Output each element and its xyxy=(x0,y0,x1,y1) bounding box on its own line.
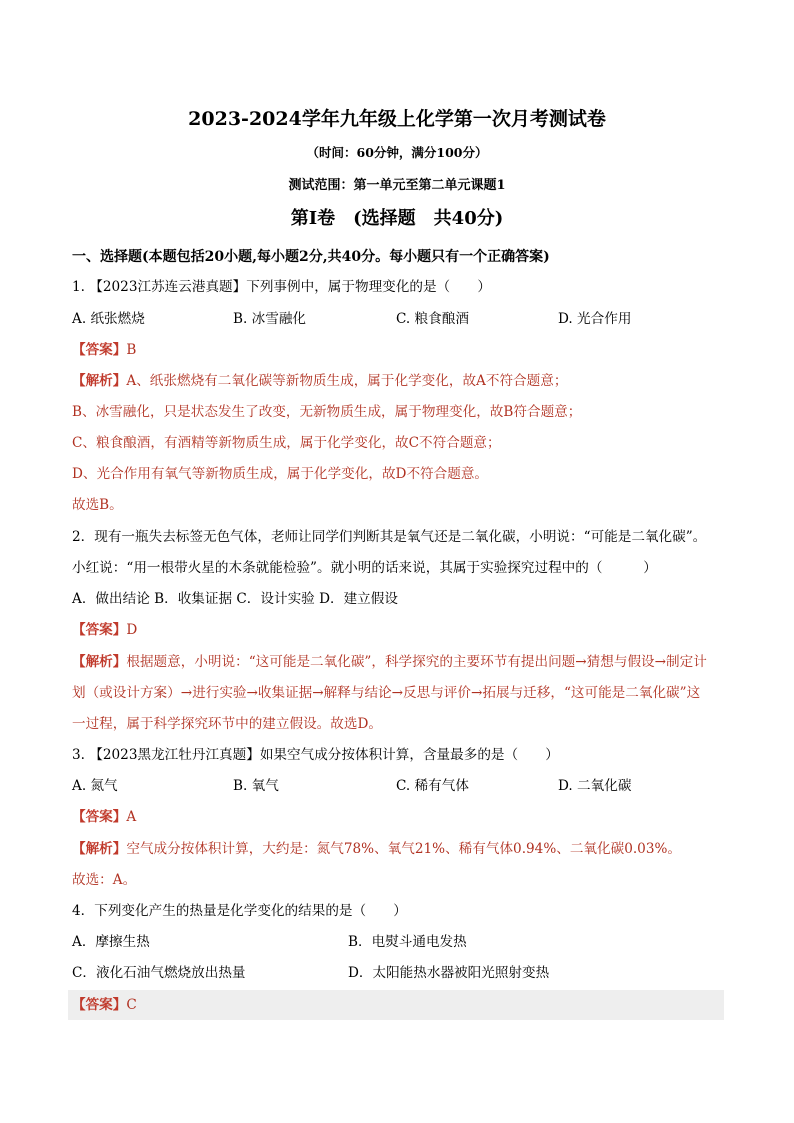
q2-stem-2: 小红说：“用一根带火星的木条就能检验”。就小明的话来说，其属于实验探究过程中的（ ） xyxy=(72,560,657,576)
q3-analysis-2: 故选：A。 xyxy=(72,872,137,888)
analysis-label: 【解析】 xyxy=(72,654,127,670)
test-scope: 测试范围：第一单元至第二单元课题1 xyxy=(288,178,506,193)
q3-option-b: B. 氧气 xyxy=(233,778,279,794)
q2-answer xyxy=(72,620,137,640)
q2-analysis-1 xyxy=(72,652,707,672)
q4-option-b: B．电熨斗通电发热 xyxy=(348,934,467,950)
answer-label: 【答案】 xyxy=(72,809,127,825)
q3-option-a: A. 氮气 xyxy=(72,778,118,794)
q1-analysis-1 xyxy=(72,371,567,391)
q1-option-c: C. 粮食酿酒 xyxy=(396,311,469,327)
q4-answer xyxy=(72,995,137,1015)
q2-stem-1: 2．现有一瓶失去标签无色气体，老师让同学们判断其是氧气还是二氧化碳，小明说：“可能是二氧化碳”。 xyxy=(72,529,707,545)
answer-label: 【答案】 xyxy=(72,342,127,358)
q3-option-d: D. 二氧化碳 xyxy=(558,778,632,794)
q1-answer-value: B xyxy=(126,342,137,358)
q4-answer-value: C xyxy=(126,997,137,1013)
q3-answer xyxy=(72,807,136,827)
q3-answer-value: A xyxy=(126,809,137,825)
q1-option-a: A. 纸张燃烧 xyxy=(72,311,145,327)
time-note: （时间：60分钟，满分100分） xyxy=(306,145,488,160)
q1-option-b: B. 冰雪融化 xyxy=(233,311,307,327)
q1-analysis-3: C、粮食酿酒，有酒精等新物质生成，属于化学变化，故C不符合题意； xyxy=(72,435,501,451)
q4-option-d: D．太阳能热水器被阳光照射变热 xyxy=(348,965,550,981)
q3-stem: 3. 【2023黑龙江牡丹江真题】如果空气成分按体积计算，含量最多的是（ ） xyxy=(72,747,559,763)
part-heading: 第Ⅰ卷 (选择题 共40分) xyxy=(290,208,504,229)
analysis-label: 【解析】 xyxy=(72,841,127,857)
q1-answer xyxy=(72,340,136,360)
q4-stem: 4．下列变化产生的热量是化学变化的结果的是（ ） xyxy=(72,903,407,919)
q1-analysis-5: 故选B。 xyxy=(72,497,123,513)
q2-analysis-text: 根据题意，小明说：“这可能是二氧化碳”，科学探究的主要环节有提出问题→猜想与假设→制定计 xyxy=(126,654,707,670)
q1-analysis-4: D、光合作用有氧气等新物质生成，属于化学变化，故D不符合题意。 xyxy=(72,466,489,482)
q3-analysis-text: 空气成分按体积计算，大约是：氮气78%、氧气21%、稀有气体0.94%、二氧化碳0.03%。 xyxy=(126,841,681,857)
q2-options: A．做出结论 B．收集证据 C．设计实验 D．建立假设 xyxy=(72,591,398,607)
q2-analysis-2: 划（或设计方案）→进行实验→收集证据→解释与结论→反思与评价→拓展与迁移，“这可能是二氧化碳”这 xyxy=(72,685,701,701)
q1-stem: 1. 【2023江苏连云港真题】下列事例中，属于物理变化的是（ ） xyxy=(72,279,491,295)
answer-label: 【答案】 xyxy=(72,622,127,638)
q2-analysis-3: 一过程，属于科学探究环节中的建立假设。故选D。 xyxy=(72,716,382,732)
q1-analysis-text: A、纸张燃烧有二氧化碳等新物质生成，属于化学变化，故A不符合题意； xyxy=(126,373,568,389)
q4-option-a: A．摩擦生热 xyxy=(72,934,150,950)
q3-option-c: C. 稀有气体 xyxy=(396,778,469,794)
q1-analysis-2: B、冰雪融化，只是状态发生了改变，无新物质生成，属于物理变化，故B符合题意； xyxy=(72,404,582,420)
analysis-label: 【解析】 xyxy=(72,373,127,389)
answer-highlight xyxy=(68,990,724,1020)
q2-answer-value: D xyxy=(126,622,138,638)
q4-option-c: C．液化石油气燃烧放出热量 xyxy=(72,965,246,981)
answer-label: 【答案】 xyxy=(72,997,127,1013)
section-heading: 一、选择题(本题包括20小题,每小题2分,共40分。每小题只有一个正确答案) xyxy=(72,249,550,265)
q1-option-d: D. 光合作用 xyxy=(558,311,632,327)
q3-analysis-1 xyxy=(72,839,681,859)
exam-title: 2023-2024学年九年级上化学第一次月考测试卷 xyxy=(188,108,606,130)
